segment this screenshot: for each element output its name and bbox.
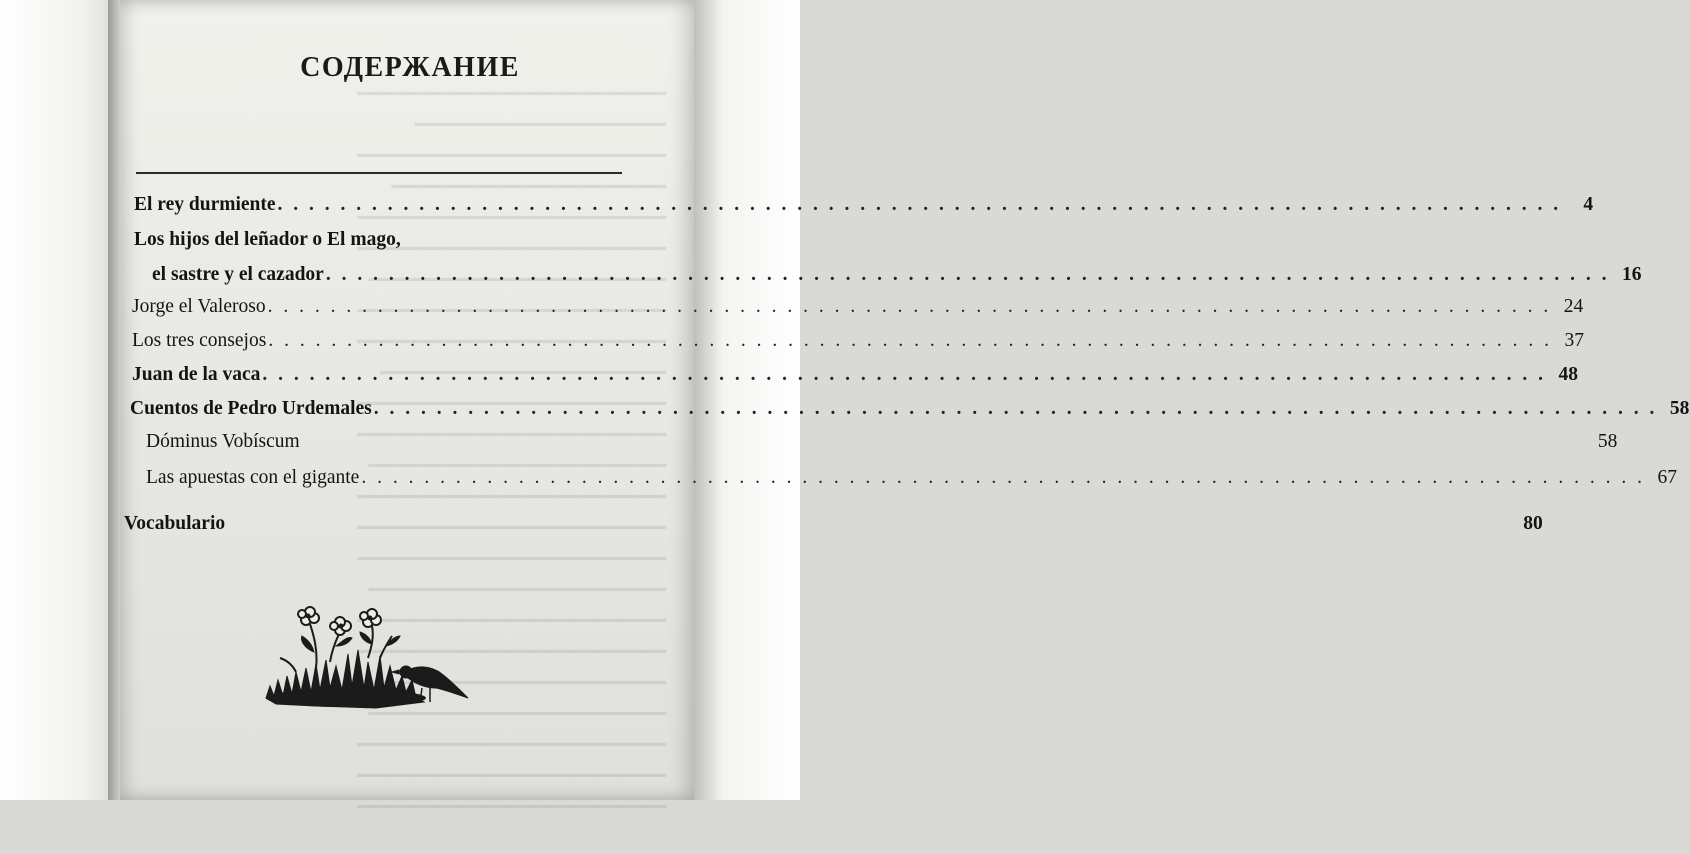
- toc-entry-title: Los tres consejos: [132, 330, 267, 351]
- background-left: [0, 0, 118, 800]
- dot-leader: [268, 330, 1552, 352]
- toc-entry-title: Dóminus Vobíscum: [146, 431, 300, 452]
- dot-leader: [374, 398, 1658, 420]
- toc-entry-rey-durmiente[interactable]: [134, 194, 1594, 216]
- toc-entry-title: Cuentos de Pedro Urdemales: [130, 398, 372, 419]
- toc-entry-page: 58: [1669, 398, 1689, 419]
- toc-entry-title: Vocabulario: [124, 513, 226, 534]
- toc-entry-page: 4: [1583, 194, 1594, 215]
- toc-entry-title: Jorge el Valeroso: [132, 296, 266, 317]
- toc-entry-page: 16: [1621, 264, 1642, 285]
- toc-entry-cuentos-pedro-urdemales[interactable]: [130, 398, 1689, 420]
- book-page: [120, 0, 1689, 818]
- table-of-contents: [120, 0, 1689, 560]
- toc-entry-page: 67: [1657, 467, 1677, 488]
- dot-leader: [278, 194, 1562, 216]
- toc-entry-title: Juan de la vaca: [132, 364, 261, 385]
- toc-entry-las-apuestas[interactable]: [146, 467, 1677, 489]
- toc-entry-page: 48: [1558, 364, 1579, 385]
- toc-entry-page: 37: [1564, 330, 1584, 351]
- toc-entry-los-tres-consejos[interactable]: [132, 330, 1584, 352]
- toc-entry-jorge-el-valeroso[interactable]: [132, 296, 1584, 318]
- toc-entry-page: 24: [1563, 296, 1584, 317]
- dot-leader: [361, 467, 1645, 489]
- page-title: СОДЕРЖАНИЕ: [300, 52, 520, 83]
- dot-leader: [326, 264, 1610, 286]
- toc-entry-page: 58: [1597, 431, 1618, 452]
- toc-entry-dominus-vobiscum[interactable]: [146, 431, 1618, 453]
- dot-leader: [262, 364, 1546, 386]
- toc-entry-page: 80: [1523, 513, 1543, 534]
- dot-leader: [268, 296, 1552, 318]
- toc-entry-title: el sastre y el cazador: [152, 264, 324, 285]
- toc-entry-hijos-del-lenador[interactable]: [152, 264, 1642, 286]
- toc-entry-title: Las apuestas con el gigante: [146, 467, 360, 488]
- toc-entry-title: El rey durmiente: [134, 194, 276, 215]
- toc-entry-title-line1[interactable]: Los hijos del leñador o El mago,: [134, 229, 401, 250]
- flowers-and-bird-illustration: [256, 606, 496, 716]
- bleed-through-texture: ━━━━━━━━━━━━━━━━━━━━━━━━━━━ ━━━━━━━━━━━━━━━━━━━━━━ ━━━━━━━━━━━━━━━━━━━━━━━━━━━ ━━━━━━━━━━━━━━━━━━━━━━━━ ━━━━━━━━━━━━━━━━━━━━━━━━━━━ ━━━━━━━━━━━━━━━━━━━━━━━━━━━ ━━━━━━━━━━━━━━━━━━━━━━━━━━ ━━━━━━━━━━━━━━━━━━━━━━━━━━━ ━━━━━━━━━━━━━━━━━━━━━━━━━━━ ━━━━━━━━━━━━━━━━━━━━━━━━━ ━━━━━━━━━━━━━━━━━━━━━━━━━━━ ━━━━━━━━━━━━━━━━━━━━━━━━━━━ ━━━━━━━━━━━━━━━━━━━━━━━━━━ ━━━━━━━━━━━━━━━━━━━━━━━━━━━ ━━━━━━━━━━━━━━━━━━━━━━━━━━━ ━━━━━━━━━━━━━━━━━━━━━━━━━━━ ━━━━━━━━━━━━━━━━━━━━━━━━━━ ━━━━━━━━━━━━━━━━━━━━━━━━━━━ ━━━━━━━━━━━━━━━━━━━━━━━━━━━ ━━━━━━━━━━━━━━━━━━━━━━━━━━━ ━━━━━━━━━━━━━━━━━━━━━━━━━━ ━━━━━━━━━━━━━━━━━━━━━━━━━━━ ━━━━━━━━━━━━━━━━━━━━━━━━━━━ ━━━━━━━━━━━━━━━━━━━━━━━━━━━: [357, 84, 666, 818]
- toc-entry-juan-de-la-vaca[interactable]: [132, 364, 1579, 386]
- toc-entry-vocabulario[interactable]: [124, 513, 1543, 535]
